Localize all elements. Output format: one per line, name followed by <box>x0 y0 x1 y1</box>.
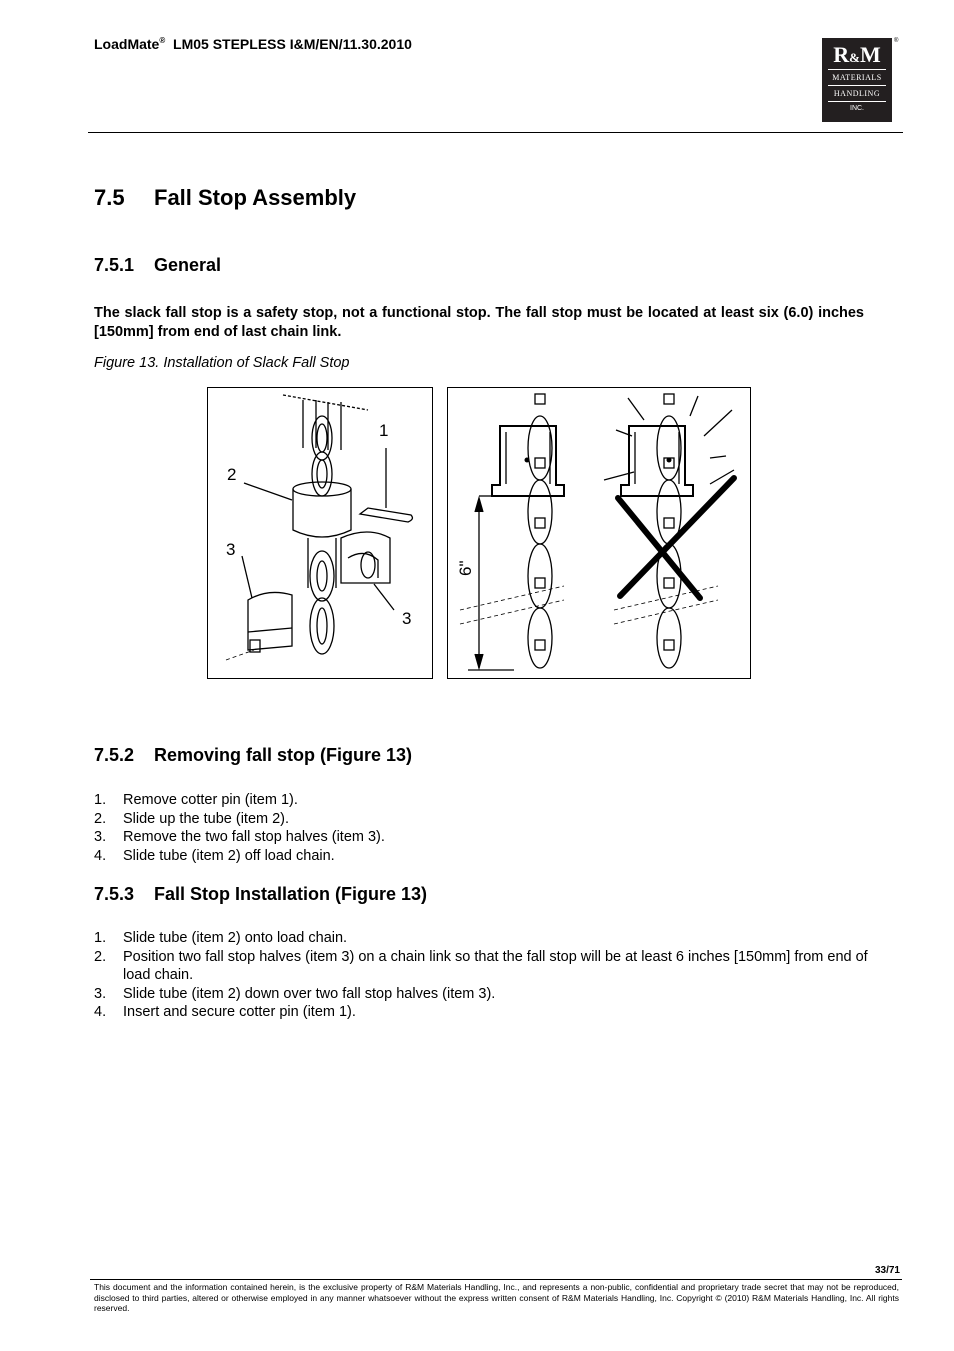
figure-position-view <box>447 387 751 679</box>
item-3-label-left: 3 <box>226 540 236 559</box>
list-item: 1. Remove cotter pin (item 1). <box>94 792 298 808</box>
position-view-drawing <box>448 388 750 678</box>
section-heading: 7.5 Fall Stop Assembly <box>94 185 357 210</box>
general-heading: 7.5.1 General <box>94 255 222 275</box>
document-id: LM05 STEPLESS I&M/EN/11.30.2010 <box>173 36 412 52</box>
list-item: 2. Position two fall stop halves (item 3) on a chain link so that the fall stop will be at least 6 inches [150mm] from end of load chain. <box>94 948 868 983</box>
figure-caption: Figure 13. Installation of Slack Fall Stop <box>94 355 350 371</box>
removing-steps-list <box>94 791 864 865</box>
footer-legal-text: This document and the information contained herein, is the exclusive property of R&M Materials Handling, Inc., and represents a non-public, confidential and proprietary trade secret that may not be reproduced, disclosed to third parties, altered or otherwise employed in any manner whatsoever without the express written consent of R&M Materials Handling, Inc. Copyright © (2010) R&M Materials Handling, Inc. All rights reserved. <box>94 1282 899 1313</box>
company-logo: R&M MATERIALS HANDLING INC. <box>822 38 892 122</box>
footer-divider <box>90 1279 902 1280</box>
document-header <box>94 36 412 52</box>
item-2-label: 2 <box>227 465 237 484</box>
list-item: 1. Slide tube (item 2) onto load chain. <box>94 930 348 946</box>
header-divider <box>88 132 903 133</box>
installation-heading: 7.5.3 Fall Stop Installation (Figure 13) <box>94 884 428 904</box>
installation-steps-list <box>94 929 869 1022</box>
list-item: 4. Insert and secure cotter pin (item 1). <box>94 1004 356 1020</box>
registered-mark: ® <box>159 36 166 45</box>
item-1-label: 1 <box>379 421 389 440</box>
page-number: 33/71 <box>874 1265 900 1276</box>
list-item: 2. Slide up the tube (item 2). <box>94 810 290 827</box>
list-item: 3. Remove the two fall stop halves (item 3). <box>94 829 385 845</box>
general-paragraph: The slack fall stop is a safety stop, not a functional stop. The fall stop must be located at least six (6.0) inches [150mm] from end of last chain link. <box>94 305 864 340</box>
figure-exploded-view <box>207 387 433 679</box>
item-3-label-right: 3 <box>402 609 412 628</box>
list-item: 3. Slide tube (item 2) down over two fall stop halves (item 3). <box>94 985 496 1002</box>
logo-registered-mark: ® <box>894 38 899 44</box>
exploded-view-drawing <box>208 388 432 678</box>
dimension-label: 6" <box>456 560 475 576</box>
removing-heading: 7.5.2 Removing fall stop (Figure 13) <box>94 745 413 765</box>
brand-name: LoadMate <box>94 36 160 52</box>
list-item: 4. Slide tube (item 2) off load chain. <box>94 847 335 864</box>
